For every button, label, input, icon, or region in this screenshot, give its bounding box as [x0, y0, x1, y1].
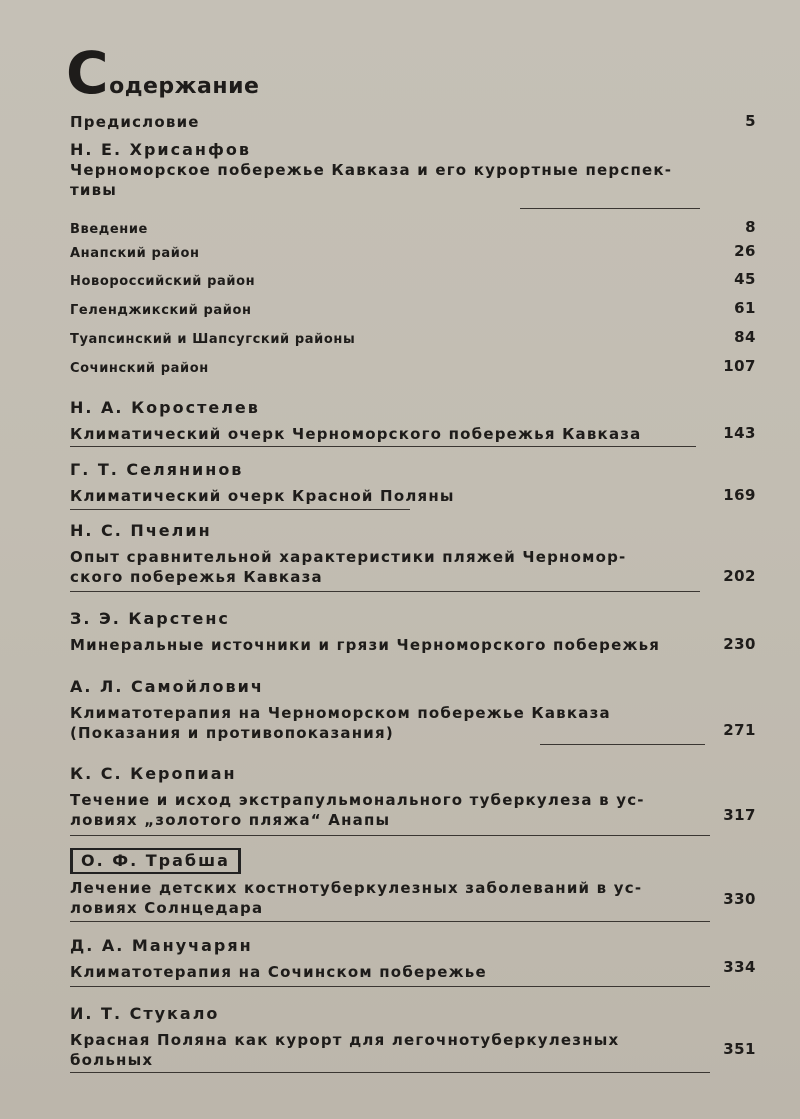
- toc-page: 26: [734, 242, 756, 260]
- author-name: К. С. Керопиан: [70, 764, 237, 783]
- title-rest: одержание: [109, 74, 260, 99]
- author-name: Н. Е. Хрисанфов: [70, 140, 251, 159]
- toc-chapter: [70, 357, 756, 379]
- toc-page: 61: [734, 299, 756, 317]
- toc-section-1: [70, 140, 756, 200]
- toc-entry: [70, 936, 756, 982]
- entry-title-line1: Минеральные источники и грязи Черноморского побережья: [70, 636, 661, 654]
- toc-entry: [70, 848, 756, 918]
- toc-label: Новороссийский район: [70, 274, 256, 289]
- toc-page: 202: [723, 567, 756, 585]
- divider: [70, 835, 710, 836]
- entry-title-line1: Климатотерапия на Сочинском побережье: [70, 963, 487, 981]
- toc-page: 351: [723, 1040, 756, 1058]
- toc-page: 107: [723, 357, 756, 375]
- title-initial: С: [66, 39, 110, 107]
- toc-chapter: [70, 328, 756, 350]
- entry-title-line1: Климатотерапия на Черноморском побережье Кавказа: [70, 704, 611, 722]
- toc-label: Анапский район: [70, 246, 200, 261]
- toc-page: 84: [734, 328, 756, 346]
- toc-page: 169: [723, 486, 756, 504]
- entry-title-line1: Лечение детских костнотуберкулезных заболеваний в ус-: [70, 879, 643, 897]
- author-name: А. Л. Самойлович: [70, 677, 264, 696]
- toc-page: 5: [745, 112, 756, 130]
- toc-label: Сочинский район: [70, 361, 209, 376]
- author-name: Д. А. Манучарян: [70, 936, 253, 955]
- toc-entry: [70, 677, 756, 743]
- divider: [70, 591, 700, 592]
- toc-label: Введение: [70, 222, 148, 237]
- entry-title-line2: тивы: [70, 181, 118, 199]
- toc-chapter: [70, 218, 756, 240]
- toc-entry: [70, 609, 756, 655]
- toc-page: 334: [723, 958, 756, 976]
- toc-label: Туапсинский и Шапсугский районы: [70, 332, 356, 347]
- toc-entry: [70, 398, 756, 444]
- toc-page: 317: [723, 806, 756, 824]
- author-name: Н. С. Пчелин: [70, 521, 212, 540]
- entry-title-line2: больных: [70, 1051, 154, 1069]
- entry-title-line1: Климатический очерк Красной Поляны: [70, 487, 455, 505]
- toc-chapter: [70, 270, 756, 292]
- toc-entry: [70, 460, 756, 506]
- toc-chapter: [70, 242, 756, 264]
- toc-preface: [70, 112, 756, 132]
- entry-title-line1: Красная Поляна как курорт для легочнотуберкулезных: [70, 1031, 620, 1049]
- entry-title-line2: ского побережья Кавказа: [70, 568, 323, 586]
- toc-page: 271: [723, 721, 756, 739]
- divider: [70, 986, 710, 987]
- author-name: Г. Т. Селянинов: [70, 460, 244, 479]
- entry-title-line1: Климатический очерк Черноморского побережья Кавказа: [70, 425, 642, 443]
- entry-title-line2: ловиях Солнцедара: [70, 899, 264, 917]
- author-box: О. Ф. Трабша: [70, 848, 241, 874]
- toc-entry: [70, 764, 756, 830]
- toc-label: Геленджикский район: [70, 303, 252, 318]
- toc-label: Предисловие: [70, 113, 200, 131]
- author-name: Н. А. Коростелев: [70, 398, 260, 417]
- toc-entry: [70, 521, 756, 587]
- author-name: [70, 848, 756, 874]
- toc-page: 230: [723, 635, 756, 653]
- entry-title-line1: Течение и исход экстрапульмонального туберкулеза в ус-: [70, 791, 645, 809]
- toc-page: 143: [723, 424, 756, 442]
- divider: [70, 921, 710, 922]
- divider: [70, 509, 410, 510]
- entry-title-line2: (Показания и противопоказания): [70, 724, 394, 742]
- toc-page: 330: [723, 890, 756, 908]
- entry-title-line2: ловиях „золотого пляжа“ Анапы: [70, 811, 391, 829]
- entry-title-line1: Опыт сравнительной характеристики пляжей Черномор-: [70, 548, 627, 566]
- entry-title-line1: Черноморское побережье Кавказа и его курортные перспек-: [70, 161, 673, 179]
- divider: [70, 1072, 710, 1073]
- divider: [540, 744, 705, 745]
- author-name: З. Э. Карстенс: [70, 609, 230, 628]
- page-title: [66, 39, 260, 107]
- toc-entry: [70, 1004, 756, 1070]
- divider: [70, 446, 696, 447]
- divider: [520, 208, 700, 209]
- author-name: И. Т. Стукало: [70, 1004, 220, 1023]
- toc-page: 8: [745, 218, 756, 236]
- toc-chapter: [70, 299, 756, 321]
- toc-page: 45: [734, 270, 756, 288]
